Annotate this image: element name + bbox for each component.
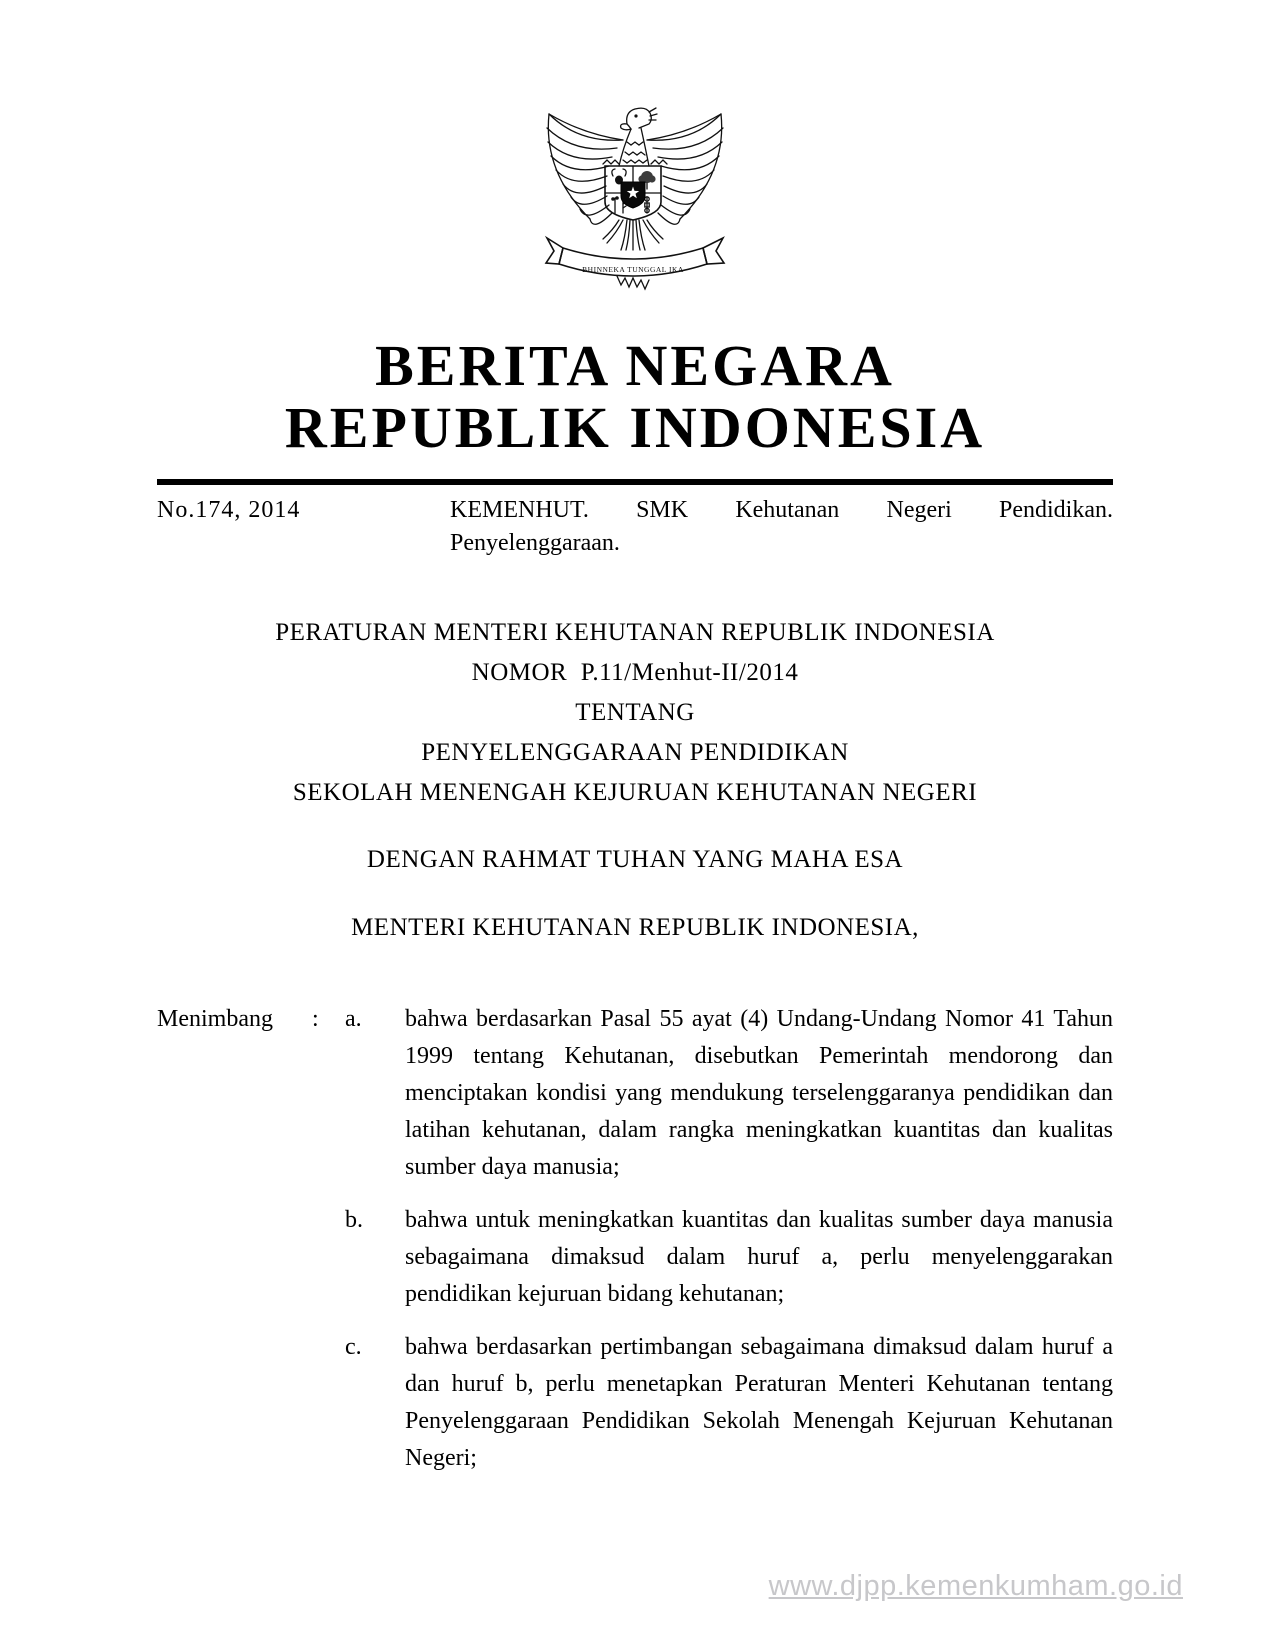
item-text: bahwa untuk meningkatkan kuantitas dan kualitas sumber daya manusia sebagaimana dimaksud dalam huruf a, perlu menyelenggarakan pendidikan kejuruan bidang kehutanan; [405, 1207, 1113, 1307]
masthead [157, 335, 1113, 459]
regulation-title-line-4: PENYELENGGARAAN PENDIDIKAN [421, 739, 849, 766]
emblem-left-wing [547, 114, 623, 224]
emblem-head [603, 108, 667, 166]
emblem-container [543, 98, 727, 299]
regulation-title-line-2: NOMOR P.11/Menhut-II/2014 [471, 659, 799, 686]
item-letter: c. [345, 1334, 362, 1360]
item-text: bahwa berdasarkan pertimbangan sebagaimana dimaksud dalam huruf a dan huruf b, perlu menetapkan Peraturan Menteri Kehutanan tentang Penyelenggaraan Pendidikan Sekolah Menengah Kejuruan Kehutanan Negeri; [405, 1334, 1113, 1471]
emblem-legs-tail [603, 220, 663, 289]
emblem-shield [605, 166, 661, 220]
gazette-row [157, 494, 1113, 560]
masthead-line-1: BERITA NEGARA [375, 333, 895, 398]
considerations-separator: : [312, 1006, 319, 1032]
emblem-banner [546, 238, 724, 276]
masthead-rule [157, 479, 1113, 485]
regulation-title-line-3: TENTANG [575, 699, 695, 726]
gazette-number: No.174, 2014 [157, 497, 301, 523]
invocation-line: DENGAN RAHMAT TUHAN YANG MAHA ESA [366, 846, 904, 873]
regulation-title [157, 613, 1113, 948]
considerations-label: Menimbang [157, 1006, 273, 1032]
consideration-item-c [157, 1329, 1113, 1477]
regulation-title-line-5: SEKOLAH MENENGAH KEJURUAN KEHUTANAN NEGERI [292, 779, 978, 806]
item-letter: b. [345, 1207, 363, 1233]
considerations-section [157, 1001, 1113, 1477]
emblem-motto-text: BHINNEKA TUNGGAL IKA [582, 265, 684, 274]
masthead-line-2: REPUBLIK INDONESIA [284, 395, 986, 460]
item-letter: a. [345, 1006, 362, 1032]
consideration-item-b [157, 1202, 1113, 1313]
regulation-title-line-1: PERATURAN MENTERI KEHUTANAN REPUBLIK INDONESIA [275, 619, 995, 646]
emblem-chain-icon [645, 197, 649, 213]
authority-line: MENTERI KEHUTANAN REPUBLIK INDONESIA, [351, 914, 919, 941]
watermark-url: www.djpp.kemenkumham.go.id [768, 1570, 1183, 1602]
consideration-item-a [157, 1001, 1113, 1186]
garuda-pancasila-emblem [543, 98, 727, 294]
gazette-subject: KEMENHUT. SMK Kehutanan Negeri Pendidikan. Penyelenggaraan. [450, 497, 1113, 556]
item-text: bahwa berdasarkan Pasal 55 ayat (4) Undang-Undang Nomor 41 Tahun 1999 tentang Kehutanan, disebutkan Pemerintah mendorong dan menciptakan kondisi yang mendukung terselenggaranya pendidikan dan latihan kehutanan, dalam rangka meningkatkan kuantitas dan kualitas sumber daya manusia; [405, 1006, 1113, 1180]
